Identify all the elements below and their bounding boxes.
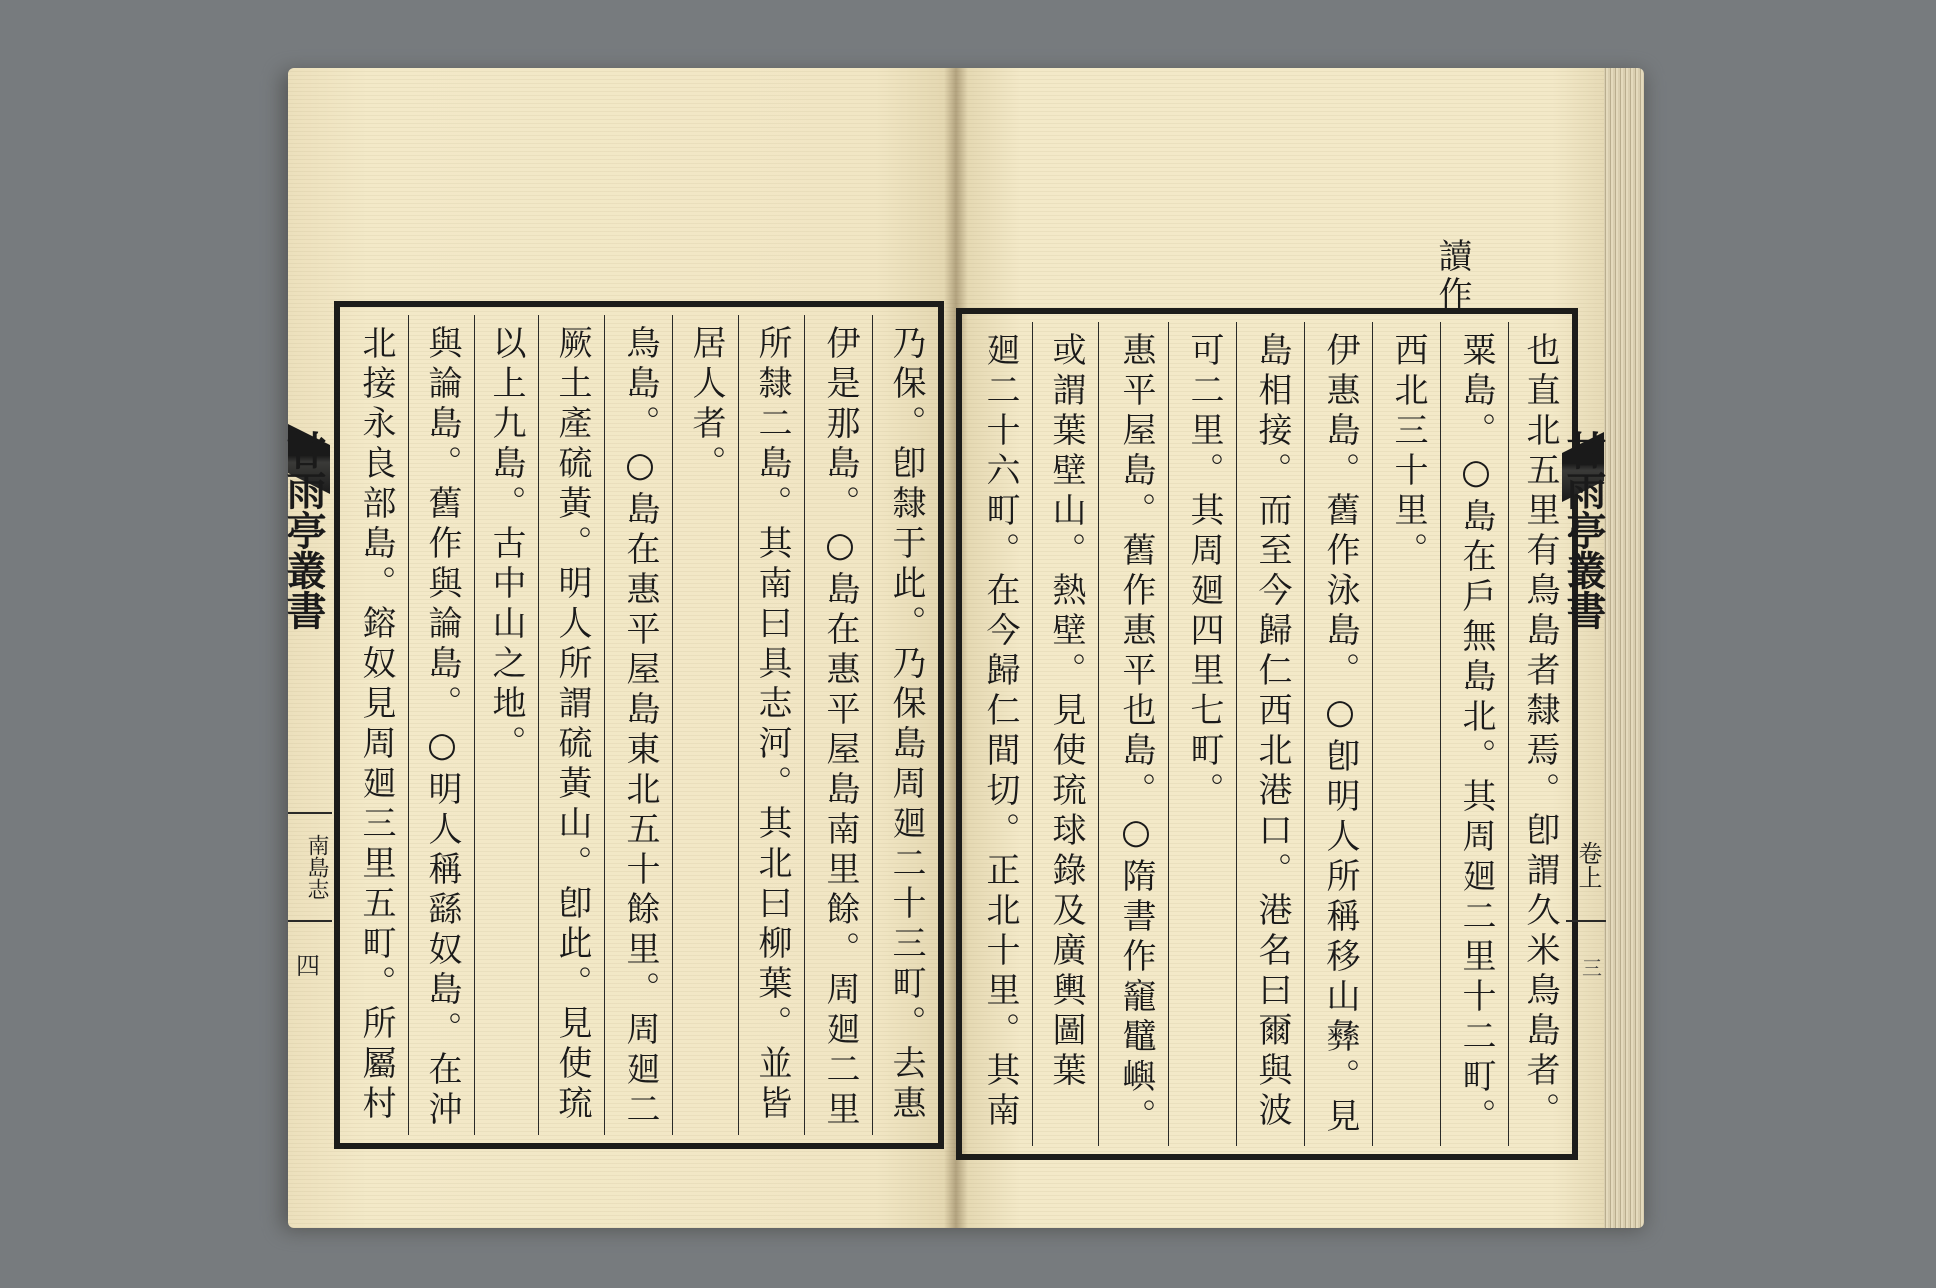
text-column: 可二里。其周廻四里七町。	[1168, 322, 1236, 1146]
text-column: 惠平屋島。舊作惠平也島。○隋書作竉鼊嶼。	[1098, 322, 1168, 1146]
text-column: 或謂葉壁山。熱壁。見使琉球錄及廣輿圖葉	[1032, 322, 1098, 1146]
text-column: 粟島。○島在戶無島北。其周廻二里十二町。	[1440, 322, 1508, 1146]
text-column: 鳥島。○島在惠平屋島東北五十餘里。周廻二	[604, 315, 672, 1135]
text-column: 西北三十里。	[1372, 322, 1440, 1146]
spine-title: 甘雨亭叢書	[1560, 430, 1607, 630]
right-text-frame	[956, 308, 1578, 1160]
left-spine-lead: 南島志	[288, 812, 332, 922]
right-spine-lead: 卷上	[1566, 810, 1606, 922]
right-margin-note: 讀作	[1432, 238, 1472, 314]
text-column: 伊是那島。○島在惠平屋島南里餘。周廻二里	[804, 315, 872, 1135]
text-column: 所隸二島。其南曰具志河。其北曰柳葉。並皆	[738, 315, 804, 1135]
left-page-number: 四	[296, 952, 320, 980]
text-column: 乃保。卽隸于此。乃保島周廻二十三町。去惠	[872, 315, 938, 1135]
text-column: 北接永良部島。鎔奴見周廻三里五町。所屬村	[356, 325, 396, 1125]
text-column: 伊惠島。舊作泳島。○卽明人所稱移山彝。見	[1304, 322, 1372, 1146]
left-text-frame	[334, 301, 944, 1149]
text-column: 廻二十六町。在今歸仁間切。正北十里。其南	[980, 332, 1020, 1132]
text-column: 也直北五里有鳥島者隸焉。卽謂久米鳥島者。	[1508, 322, 1572, 1146]
right-page-number: 三	[1582, 956, 1602, 980]
text-column: 以上九島。古中山之地。	[474, 315, 538, 1135]
spine-title: 甘雨亭叢書	[280, 430, 327, 630]
text-column: 島相接。而至今歸仁西北港口。港名曰爾與波	[1236, 322, 1304, 1146]
text-column: 厥土產硫黃。明人所謂硫黃山。卽此。見使琉	[538, 315, 604, 1135]
text-column: 與論島。舊作與論島。○明人稱繇奴島。在沖	[408, 315, 474, 1135]
text-column: 居人者。	[672, 315, 738, 1135]
